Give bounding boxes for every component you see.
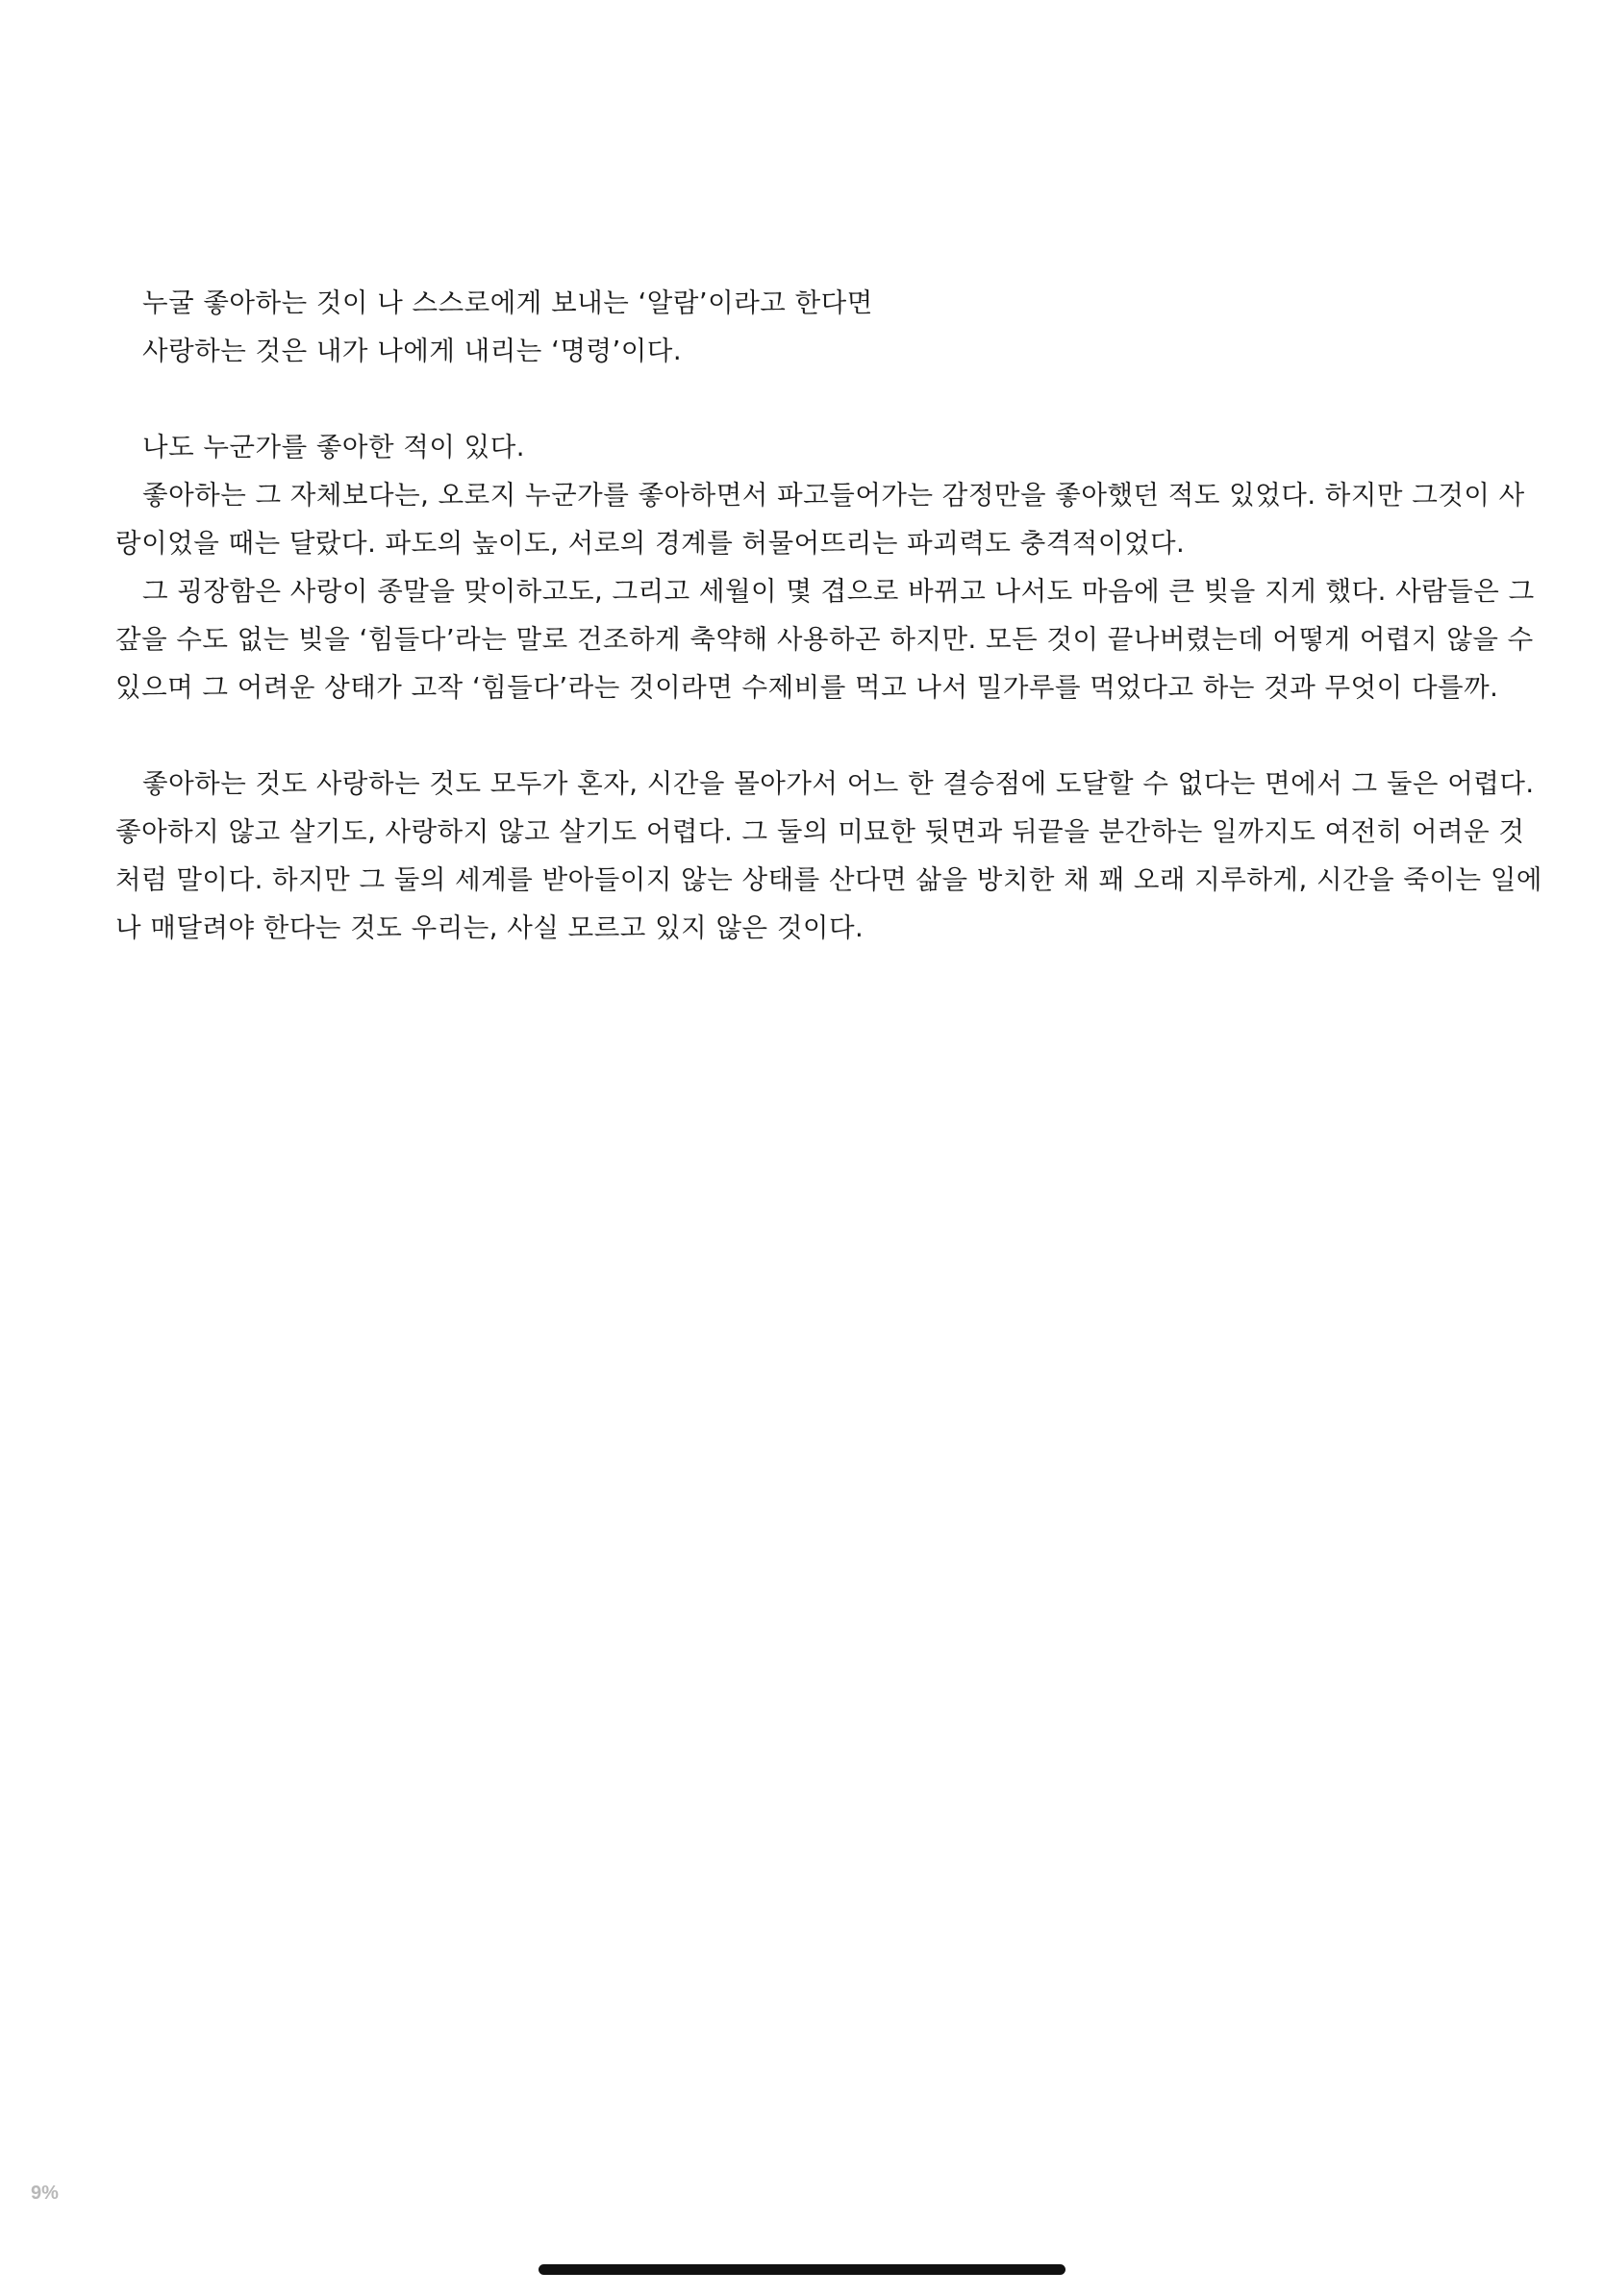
text-line: 좋아하는 그 자체보다는, 오로지 누군가를 좋아하면서 파고들어가는 감정만을 좋아했던 적도 있었다. 하지만 그것이 사 xyxy=(142,480,1525,511)
paragraph-gap xyxy=(115,375,1491,423)
text-line: 그 굉장함은 사랑이 종말을 맞이하고도, 그리고 세월이 몇 겹으로 바뀌고 나서도 마음에 큰 빚을 지게 했다. 사람들은 그 xyxy=(142,576,1535,607)
text-line: 있으며 그 어려운 상태가 고작 ‘힘들다’라는 것이라면 수제비를 먹고 나서 밀가루를 먹었다고 하는 것과 무엇이 다를까. xyxy=(115,672,1499,703)
text-line: 사랑하는 것은 내가 나에게 내리는 ‘명령’이다. xyxy=(142,336,683,366)
text-line: 랑이었을 때는 달랐다. 파도의 높이도, 서로의 경계를 허물어뜨리는 파괴력도 충격적이었다. xyxy=(115,528,1186,559)
text-line: 좋아하지 않고 살기도, 사랑하지 않고 살기도 어렵다. 그 둘의 미묘한 뒷면과 뒤끝을 분간하는 일까지도 여전히 어려운 것 xyxy=(115,816,1525,847)
text-line: 나도 누군가를 좋아한 적이 있다. xyxy=(142,432,526,462)
paragraph-gap xyxy=(115,711,1491,760)
reading-progress: 9% xyxy=(31,2183,59,2204)
text-line: 갚을 수도 없는 빚을 ‘힘들다’라는 말로 건조하게 축약해 사용하곤 하지만. 모든 것이 끝나버렸는데 어떻게 어렵지 않을 수 xyxy=(115,624,1534,655)
book-text xyxy=(115,279,1542,952)
text-line: 처럼 말이다. 하지만 그 둘의 세계를 받아들이지 않는 상태를 산다면 삶을 방치한 채 꽤 오래 지루하게, 시간을 죽이는 일에 xyxy=(115,864,1542,895)
home-indicator[interactable] xyxy=(539,2264,1065,2275)
text-line: 나 매달려야 한다는 것도 우리는, 사실 모르고 있지 않은 것이다. xyxy=(115,912,865,943)
text-line: 좋아하는 것도 사랑하는 것도 모두가 혼자, 시간을 몰아가서 어느 한 결승점에 도달할 수 없다는 면에서 그 둘은 어렵다. xyxy=(142,768,1535,799)
text-line: 누굴 좋아하는 것이 나 스스로에게 보내는 ‘알람’이라고 한다면 xyxy=(142,287,873,318)
